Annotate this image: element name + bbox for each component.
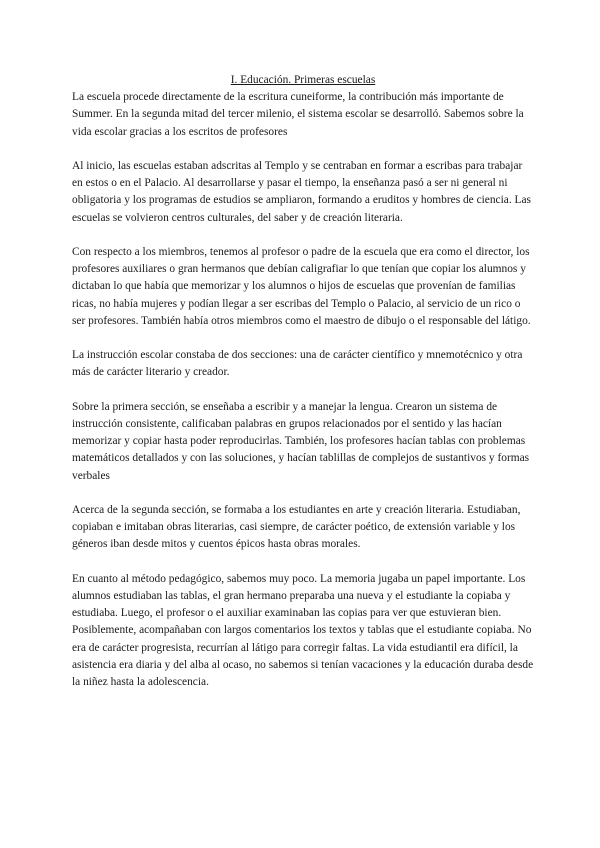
paragraph-1: La escuela procede directamente de la escritura cuneiforme, la contribución más importante de Summer. En la segunda mitad del tercer milenio, el sistema escolar se desarrolló. Sabemos sobre la vida escolar gracias a los escritos de profesores bbox=[72, 91, 524, 138]
paragraph-5: Sobre la primera sección, se enseñaba a escribir y a manejar la lengua. Crearon un sistema de instrucción consistente, calificaban palabras en grupos relacionados por el sentido y las hacían memorizar y copiar hasta poder reproducirlas. También, los profesores hacían tablas con problemas matemáticos detallados y con las soluciones, y hacían tablillas de complejos de sustantivos y formas verbales bbox=[72, 400, 530, 482]
paragraph-3: Con respecto a los miembros, tenemos al profesor o padre de la escuela que era como el director, los profesores auxiliares o gran hermanos que debían caligrafiar lo que tenían que copiar los alumnos y dictaban lo que había que memorizar y los alumnos o hijos de escuelas que provenían de familias ricas, no había mujeres y podían llegar a ser escribas del Templo o Palacio, al servicio de un rico o ser profesores. También había otros miembros como el maestro de dibujo o el responsable del látigo. bbox=[72, 246, 531, 327]
paragraph-7: En cuanto al método pedagógico, sabemos muy poco. La memoria jugaba un papel importante. Los alumnos estudiaban las tablas, el gran hermano preparaba una nueva y el estudiante la copiaba y estudiaba. Luego, el profesor o el auxiliar examinaban las copias para ver que estuvieran bien. Posiblemente, acompañaban con largos comentarios los textos y tablas que el estudiante copiaba. No era de carácter progresista, recurrían al látigo para corregir faltas. La vida estudiantil era difícil, la asistencia era diaria y del alba al ocaso, no sabemos si tenían vacaciones y la educación duraba desde la niñez hasta la adolescencia. bbox=[72, 572, 534, 689]
paragraph-2: Al inicio, las escuelas estaban adscritas al Templo y se centraban en formar a escribas para trabajar en estos o en el Palacio. Al desarrollarse y pasar el tiempo, la enseñanza pasó a ser ni general ni obligatoria y los programas de estudios se ampliaron, formando a eruditos y hombres de ciencia. Las escuelas se volvieron centros culturales, del saber y de creación literaria. bbox=[72, 160, 531, 224]
document-title: I. Educación. Primeras escuelas bbox=[230, 74, 376, 86]
paragraph-4: La instrucción escolar constaba de dos secciones: una de carácter científico y mnemotécnico y otra más de carácter literario y creador. bbox=[72, 349, 523, 379]
paragraph-6: Acerca de la segunda sección, se formaba a los estudiantes en arte y creación literaria. Estudiaban, copiaban e imitaban obras literarias, casi siempre, de carácter poético, de extensión variable y los géneros iban desde mitos y cuentos épicos hasta obras morales. bbox=[72, 504, 521, 551]
document-page bbox=[72, 72, 534, 708]
